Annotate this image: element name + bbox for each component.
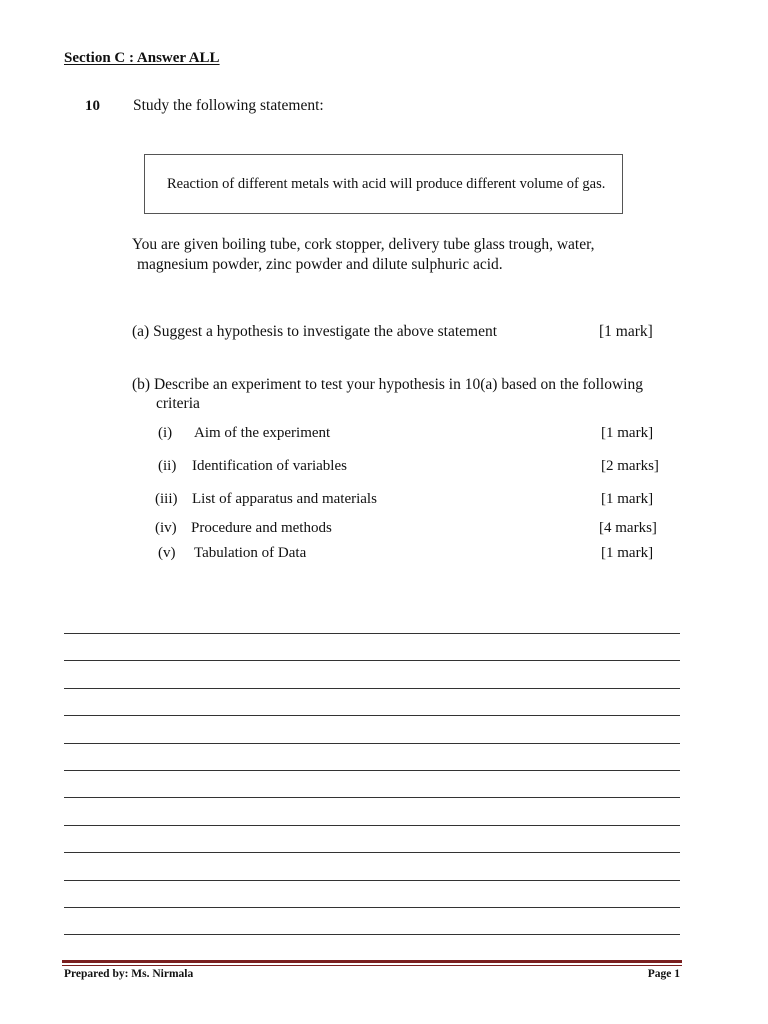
given-line-2: magnesium powder, zinc powder and dilute sulphuric acid.: [137, 256, 503, 273]
criteria-number: (ii): [158, 458, 177, 474]
part-a-mark: [1 mark]: [599, 323, 653, 340]
criteria-row: [0, 491, 768, 511]
footer-rule: [62, 960, 682, 963]
criteria-row: [0, 458, 768, 478]
part-b-label-line-1: (b) Describe an experiment to test your hypothesis in 10(a) based on the following: [132, 376, 643, 393]
answer-line[interactable]: [64, 714, 680, 716]
answer-line[interactable]: [64, 796, 680, 798]
question-number: 10: [85, 98, 100, 114]
criteria-mark: [1 mark]: [601, 425, 654, 441]
criteria-number: (v): [158, 545, 176, 561]
answer-line[interactable]: [64, 933, 680, 935]
question-intro: Study the following statement:: [133, 97, 324, 114]
criteria-mark: [1 mark]: [601, 491, 654, 507]
answer-line[interactable]: [64, 851, 680, 853]
criteria-label: Tabulation of Data: [194, 545, 307, 561]
criteria-row: [0, 425, 768, 445]
criteria-label: Aim of the experiment: [194, 425, 331, 441]
given-materials: [132, 235, 692, 275]
given-line-1: You are given boiling tube, cork stopper, delivery tube glass trough, water,: [132, 236, 595, 253]
section-heading: Section C : Answer ALL: [64, 50, 220, 66]
footer-page-number: Page 1: [647, 968, 680, 980]
footer-prepared-by: Prepared by: Ms. Nirmala: [64, 968, 194, 980]
criteria-mark: [4 marks]: [599, 520, 657, 536]
footer-rule-thin: [62, 965, 682, 966]
criteria-number: (i): [158, 425, 173, 441]
criteria-label: List of apparatus and materials: [192, 491, 377, 507]
criteria-row: [0, 545, 768, 565]
answer-lines: [64, 632, 680, 961]
criteria-label: Identification of variables: [192, 458, 347, 474]
criteria-number: (iv): [155, 520, 177, 536]
criteria-row: [0, 520, 768, 540]
criteria-mark: [2 marks]: [601, 458, 659, 474]
statement-text: Reaction of different metals with acid will produce different volume of gas.: [167, 176, 606, 192]
answer-line[interactable]: [64, 879, 680, 881]
part-b: [132, 375, 672, 413]
answer-line[interactable]: [64, 659, 680, 661]
part-a-label: (a) Suggest a hypothesis to investigate the above statement: [132, 323, 498, 340]
answer-line[interactable]: [64, 906, 680, 908]
criteria-number: (iii): [155, 491, 178, 507]
statement-box: [144, 154, 623, 214]
answer-line[interactable]: [64, 824, 680, 826]
criteria-mark: [1 mark]: [601, 545, 654, 561]
answer-line[interactable]: [64, 769, 680, 771]
part-b-label-line-2: criteria: [156, 395, 200, 412]
answer-line[interactable]: [64, 742, 680, 744]
answer-line[interactable]: [64, 632, 680, 634]
answer-line[interactable]: [64, 687, 680, 689]
criteria-label: Procedure and methods: [191, 520, 332, 536]
